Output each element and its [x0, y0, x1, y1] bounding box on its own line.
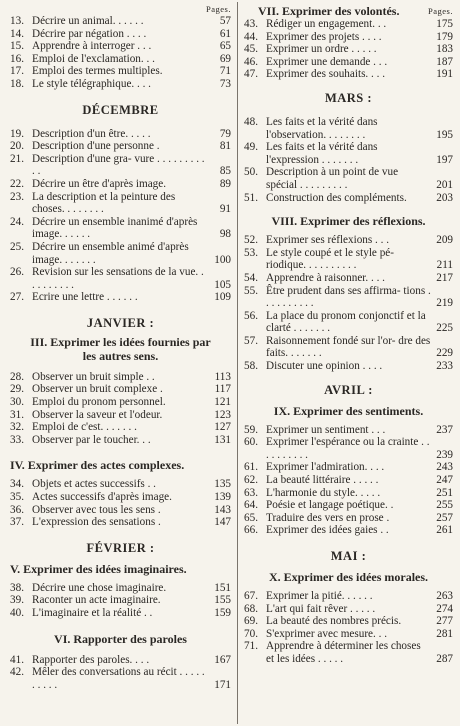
entry-number: 50. [244, 166, 258, 179]
entry-title: Construction des compléments. [266, 191, 407, 204]
right-column [244, 4, 453, 666]
entry-title: Description d'une gra- vure . . . . . . . . . . . [32, 152, 205, 178]
entry-title: Décrire un ensemble inanimé d'après image. . . . . . [32, 215, 198, 241]
entry-title: Observer un bruit complexe . [32, 383, 163, 396]
toc-entry [244, 116, 453, 141]
entry-number: 32. [10, 421, 24, 434]
section-heading: V. Exprimer des idées imaginaires. [10, 561, 187, 576]
entry-page-number: 123 [214, 408, 231, 421]
entry-title: Rédiger un engagement. . . [266, 18, 387, 30]
toc-entry [244, 499, 453, 512]
entry-title: Apprendre à raisonner. . . . [266, 271, 385, 284]
toc-entry [10, 582, 231, 595]
entry-page-number: 233 [436, 360, 453, 373]
toc-entry [10, 153, 231, 178]
toc-entry [244, 335, 453, 360]
section-heading: III. Exprimer les idées fournies par les autres sens. [30, 334, 211, 363]
entry-page-number: 73 [219, 77, 231, 90]
entry-number: 27. [10, 291, 24, 304]
entry-page-number: 65 [219, 40, 231, 53]
entry-title: Exprimer des idées gaies . . [266, 524, 389, 537]
toc-entry [10, 191, 231, 216]
entry-number: 65. [244, 511, 258, 524]
entry-number: 51. [244, 191, 258, 204]
pages-label: Pages. [206, 4, 231, 14]
toc-entry [10, 434, 231, 447]
toc-entry [10, 396, 231, 409]
entry-page-number: 105 [214, 278, 231, 291]
pages-label: Pages. [428, 6, 453, 16]
toc-entry [244, 18, 453, 31]
entry-number: 29. [10, 383, 24, 396]
entry-page-number: 147 [214, 516, 231, 529]
entry-title: Décrire par négation . . . . [32, 27, 147, 40]
entry-group [10, 128, 231, 304]
entry-title: Observer avec tous les sens . [32, 503, 161, 516]
entry-title: L'art qui fait rêver . . . . . [266, 602, 376, 615]
toc-entry [10, 291, 231, 304]
entry-number: 55. [244, 284, 258, 297]
toc-entry [10, 516, 231, 529]
entry-page-number: 98 [219, 228, 231, 241]
toc-entry [10, 53, 231, 66]
entry-title: L'harmonie du style. . . . . [266, 486, 381, 499]
entry-number: 44. [244, 30, 258, 43]
entry-page-number: 219 [436, 297, 453, 310]
entry-number: 40. [10, 607, 24, 619]
entry-number: 15. [10, 40, 24, 53]
entry-page-number: 113 [214, 370, 231, 383]
entry-page-number: 201 [436, 178, 453, 191]
entry-group [244, 590, 453, 666]
entry-page-number: 187 [436, 55, 453, 68]
entry-page-number: 274 [436, 602, 453, 615]
entry-group [244, 234, 453, 373]
entry-number: 67. [244, 590, 258, 602]
toc-entry [244, 603, 453, 616]
toc-entry [10, 491, 231, 504]
entry-number: 39. [10, 594, 24, 607]
entry-group [10, 15, 231, 91]
entry-page-number: 155 [214, 594, 231, 607]
entry-title: Apprendre à interroger . . . [32, 40, 152, 53]
entry-title: L'imaginaire et la réalité . . [32, 607, 153, 619]
entry-page-number: 203 [436, 191, 453, 204]
entry-number: 30. [10, 396, 24, 409]
toc-entry [10, 666, 231, 691]
toc-entry [10, 654, 231, 667]
entry-page-number: 239 [436, 448, 453, 461]
toc-entry [244, 56, 453, 69]
toc-entry [244, 310, 453, 335]
entry-number: 23. [10, 190, 24, 203]
entry-title: Exprimer des projets . . . . [266, 30, 382, 43]
section-heading: VII. Exprimer des volontés. [258, 4, 400, 18]
entry-title: Exprimer un ordre . . . . . [266, 43, 377, 56]
entry-page-number: 217 [436, 271, 453, 284]
entry-title: Exprimer l'admiration. . . . [266, 461, 385, 474]
entry-number: 46. [244, 55, 258, 68]
toc-entry [10, 383, 231, 396]
entry-number: 69. [244, 615, 258, 628]
entry-page-number: 197 [436, 153, 453, 166]
entry-group [10, 582, 231, 620]
entry-title: La beauté des nombres précis. [266, 615, 402, 628]
entry-title: Décrire un être d'après image. [32, 177, 167, 190]
entry-page-number: 255 [436, 499, 453, 512]
entry-page-number: 143 [214, 503, 231, 516]
entry-page-number: 225 [436, 322, 453, 335]
entry-number: 68. [244, 602, 258, 615]
entry-number: 53. [244, 246, 258, 259]
toc-entry [10, 504, 231, 517]
toc-entry [10, 15, 231, 28]
toc-entry [244, 436, 453, 461]
entry-title: Exprimer un sentiment . . . [266, 423, 386, 436]
entry-group [10, 654, 231, 692]
toc-entry [244, 166, 453, 191]
entry-title: Décrire une chose imaginaire. [32, 581, 167, 594]
entry-page-number: 183 [436, 43, 453, 56]
month-heading: MARS : [324, 90, 373, 105]
entry-number: 26. [10, 266, 24, 279]
entry-title: La place du pronom conjonctif et la clarté . . . . . . . [266, 309, 426, 335]
toc-entry [10, 594, 231, 607]
entry-number: 16. [10, 52, 24, 65]
entry-page-number: 175 [436, 18, 453, 30]
entry-number: 18. [10, 77, 24, 90]
entry-title: Décrire un animal. . . . . . [32, 15, 144, 27]
entry-title: S'exprimer avec mesure. . . [266, 627, 387, 640]
entry-number: 25. [10, 240, 24, 253]
entry-title: Emploi de c'est. . . . . . . [32, 421, 137, 434]
entry-title: Apprendre à déterminer les choses et les idées . . . . . [266, 640, 421, 665]
entry-title: Exprimer des souhaits. . . . [266, 68, 386, 81]
entry-page-number: 61 [219, 27, 231, 40]
month-heading: DÉCEMBRE [82, 102, 159, 117]
entry-group [10, 478, 231, 528]
entry-page-number: 89 [219, 177, 231, 190]
entry-title: Exprimer une demande . . . [266, 55, 388, 68]
entry-page-number: 91 [219, 203, 231, 216]
entry-page-number: 159 [214, 607, 231, 619]
entry-number: 45. [244, 43, 258, 56]
entry-number: 58. [244, 360, 258, 373]
entry-title: Emploi des termes multiples. [32, 65, 163, 78]
toc-entry [244, 474, 453, 487]
entry-number: 13. [10, 15, 24, 27]
entry-title: Observer un bruit simple . . [32, 370, 155, 383]
month-heading: JANVIER : [86, 315, 155, 330]
section-heading: IV. Exprimer des actes complexes. [10, 458, 185, 473]
entry-page-number: 79 [219, 127, 231, 140]
entry-number: 22. [10, 177, 24, 190]
entry-page-number: 57 [219, 15, 231, 27]
entry-title: L'expression des sensations . [32, 516, 161, 529]
entry-page-number: 281 [436, 627, 453, 640]
month-heading: FÉVRIER : [86, 540, 155, 555]
toc-entry [244, 192, 453, 205]
entry-title: Le style télégraphique. . . . [32, 77, 151, 90]
entry-page-number: 127 [214, 421, 231, 434]
toc-entry [10, 266, 231, 291]
entry-title: Les faits et la vérité dans l'observation. . . . . . . . [266, 115, 378, 141]
section-heading: X. Exprimer des idées morales. [268, 570, 429, 584]
entry-title: Décrire un ensemble animé d'après image. . . . . . . [32, 240, 189, 266]
entry-group [244, 424, 453, 537]
entry-page-number: 287 [436, 652, 453, 665]
entry-number: 56. [244, 309, 258, 322]
entry-title: Emploi de l'exclamation. . . [32, 52, 155, 65]
entry-number: 43. [244, 18, 258, 30]
entry-title: Ecrire une lettre . . . . . . [32, 291, 138, 304]
column-divider [237, 2, 238, 724]
entry-page-number: 247 [436, 474, 453, 487]
entry-number: 47. [244, 68, 258, 81]
entry-page-number: 229 [436, 347, 453, 360]
entry-number: 33. [10, 433, 24, 446]
toc-entry [10, 178, 231, 191]
entry-page-number: 139 [214, 491, 231, 504]
entry-title: Le style coupé et le style pé- riodique. . . . . . . . . . [266, 246, 394, 272]
toc-entry [244, 141, 453, 166]
entry-group [10, 371, 231, 447]
entry-number: 31. [10, 408, 24, 421]
entry-title: Observer par le toucher. . . [32, 433, 151, 446]
toc-entry [10, 140, 231, 153]
entry-number: 71. [244, 640, 258, 653]
entry-number: 14. [10, 27, 24, 40]
month-heading: AVRIL : [324, 382, 373, 397]
toc-entry [244, 512, 453, 525]
entry-title: La beauté littéraire . . . . . [266, 474, 379, 487]
toc-entry [10, 371, 231, 384]
entry-number: 48. [244, 115, 258, 128]
toc-entry [244, 628, 453, 641]
entry-page-number: 263 [436, 590, 453, 602]
toc-entry [10, 128, 231, 141]
section-heading: IX. Exprimer des sentiments. [273, 403, 424, 418]
toc-entry [10, 409, 231, 422]
entry-number: 20. [10, 140, 24, 153]
entry-title: Actes successifs d'après image. [32, 491, 172, 504]
toc-entry [244, 360, 453, 373]
toc-entry [244, 43, 453, 56]
entry-page-number: 151 [214, 581, 231, 594]
entry-number: 64. [244, 499, 258, 512]
toc-entry [10, 241, 231, 266]
toc-entry [244, 590, 453, 603]
entry-number: 24. [10, 215, 24, 228]
entry-page-number: 195 [436, 128, 453, 141]
entry-number: 57. [244, 334, 258, 347]
entry-title: Discuter une opinion . . . . [266, 360, 383, 373]
entry-number: 36. [10, 503, 24, 516]
entry-number: 42. [10, 666, 24, 679]
entry-number: 19. [10, 127, 24, 140]
toc-entry [10, 40, 231, 53]
entry-title: Exprimer l'espérance ou la crainte . . . . . . . . . . [266, 436, 430, 461]
entry-number: 62. [244, 474, 258, 487]
entry-page-number: 71 [219, 65, 231, 78]
toc-entry [244, 31, 453, 44]
entry-page-number: 251 [436, 486, 453, 499]
entry-page-number: 277 [436, 615, 453, 628]
entry-number: 70. [244, 627, 258, 640]
toc-entry [244, 285, 453, 310]
entry-page-number: 211 [436, 259, 453, 272]
entry-page-number: 121 [214, 396, 231, 409]
toc-entry [10, 421, 231, 434]
entry-page-number: 85 [219, 165, 231, 178]
entry-title: Traduire des vers en prose . [266, 511, 390, 524]
entry-page-number: 167 [214, 653, 231, 666]
month-heading: MAI : [330, 549, 367, 563]
entry-title: Revision sur les sensations de la vue. . . . . . . . . . [32, 266, 204, 291]
entry-number: 37. [10, 516, 24, 529]
entry-page-number: 171 [214, 678, 231, 691]
toc-entry [244, 487, 453, 500]
entry-page-number: 191 [436, 68, 453, 81]
entry-title: Être prudent dans ses affirma- tions . . . . . . . . . . [266, 284, 431, 310]
toc-entry [10, 28, 231, 41]
section-heading: VI. Rapporter des paroles [54, 631, 187, 646]
entry-number: 34. [10, 478, 24, 491]
toc-entry [10, 216, 231, 241]
toc-entry [10, 607, 231, 620]
toc-entry [244, 424, 453, 437]
entry-title: Les faits et la vérité dans l'expression . . . . . . . [266, 141, 378, 166]
toc-entry [244, 461, 453, 474]
entry-title: Raconter un acte imaginaire. [32, 594, 161, 607]
entry-title: Description d'un être. . . . . [32, 127, 151, 140]
toc-entry [244, 272, 453, 285]
toc-entry [244, 524, 453, 537]
entry-number: 66. [244, 524, 258, 537]
entry-number: 63. [244, 486, 258, 499]
entry-page-number: 100 [214, 253, 231, 266]
entry-number: 49. [244, 141, 258, 154]
toc-entry [244, 247, 453, 272]
entry-number: 59. [244, 423, 258, 436]
entry-title: Exprimer ses réflexions . . . [266, 234, 390, 247]
entry-page-number: 261 [436, 524, 453, 537]
entry-number: 38. [10, 581, 24, 594]
entry-title: Emploi du pronom personnel. [32, 396, 166, 409]
entry-title: Raisonnement fondé sur l'or- dre des faits. . . . . . . [266, 334, 431, 360]
entry-title: Mêler des conversations au récit . . . . . . . . . . [32, 666, 205, 691]
entry-number: 17. [10, 65, 24, 78]
entry-page-number: 69 [219, 52, 231, 65]
entry-number: 52. [244, 234, 258, 247]
toc-entry [244, 68, 453, 81]
entry-title: Observer la saveur et l'odeur. [32, 408, 163, 421]
toc-entry [244, 640, 453, 665]
entry-group [244, 116, 453, 204]
entry-number: 35. [10, 491, 24, 504]
entry-number: 41. [10, 653, 24, 666]
entry-page-number: 209 [436, 234, 453, 247]
entry-page-number: 179 [436, 30, 453, 43]
entry-page-number: 257 [436, 511, 453, 524]
entry-title: Description à un point de vue spécial . . . . . . . . . [266, 166, 399, 191]
entry-number: 61. [244, 461, 258, 474]
entry-title: Objets et actes successifs . . [32, 478, 156, 491]
entry-number: 28. [10, 370, 24, 383]
toc-entry [244, 615, 453, 628]
entry-page-number: 131 [214, 433, 231, 446]
entry-page-number: 109 [214, 291, 231, 304]
toc-entry [10, 78, 231, 91]
entry-page-number: 117 [214, 383, 231, 396]
toc-entry [244, 234, 453, 247]
entry-number: 54. [244, 271, 258, 284]
section-heading: VIII. Exprimer des réflexions. [271, 214, 426, 229]
left-column [10, 4, 231, 691]
entry-title: La description et la peinture des choses. . . . . . . . [32, 190, 176, 216]
entry-title: Poésie et langage poétique. . [266, 499, 394, 512]
entry-page-number: 243 [436, 461, 453, 474]
entry-page-number: 135 [214, 478, 231, 491]
entry-title: Rapporter des paroles. . . . [32, 653, 150, 666]
toc-entry [10, 65, 231, 78]
toc-entry [10, 478, 231, 491]
entry-title: Description d'une personne . [32, 140, 160, 153]
entry-number: 21. [10, 152, 24, 165]
entry-page-number: 237 [436, 423, 453, 436]
entry-number: 60. [244, 436, 258, 449]
entry-page-number: 81 [219, 140, 231, 153]
entry-title: Exprimer la pitié. . . . . . [266, 590, 373, 602]
entry-group [244, 18, 453, 81]
